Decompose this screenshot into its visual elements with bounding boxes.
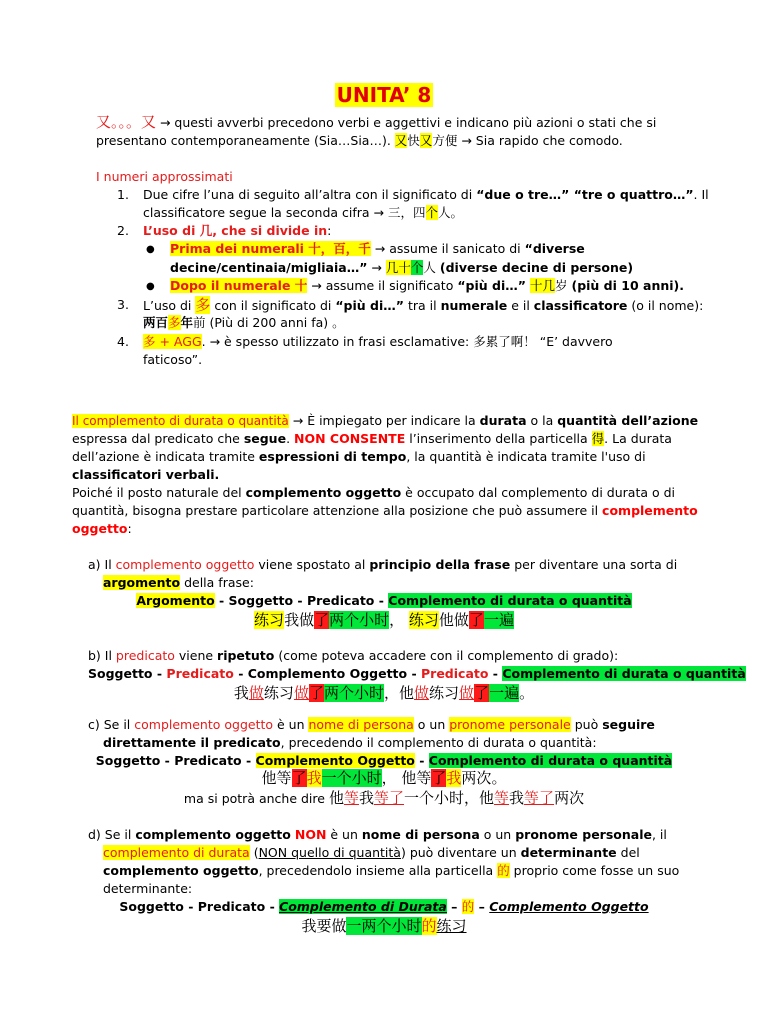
list-item-3-line-2: 两百多年前 (Più di 200 anni fa) 。: [143, 315, 345, 330]
page-title: UNITA’ 8: [336, 83, 432, 107]
bullet-2: Dopo il numerale 十 → assume il significato “più di…” 十几岁 (più di 10 anni).: [170, 278, 684, 293]
case-c-alternative: ma si potrà anche dire 他等我等了一个小时，他等我等了两次: [183, 789, 585, 807]
case-d-line-2: complemento di durata (NON quello di quantità) può diventare un determinante del: [103, 845, 640, 860]
durata-line-7: oggetto:: [72, 521, 132, 536]
case-c-example: 他等了我一个小时， 他等了我两次。: [261, 769, 507, 787]
case-d-line-4: determinante:: [103, 881, 193, 896]
section-heading-approx: I numeri approssimati: [96, 169, 233, 184]
case-d-line-1: d) Se il complemento oggetto NON è un nome di persona o un pronome personale, il: [88, 827, 667, 842]
intro-line-2: presentano contemporaneamente (Sia…Sia…). 又快又方便 → Sia rapido che comodo.: [96, 133, 623, 148]
list-item-3-line-1: L’uso di 多 con il significato di “più di…” tra il numerale e il classificatore (o il nome):: [143, 296, 704, 314]
case-c-formula: Soggetto - Predicato - Complemento Oggetto - Complemento di durata o quantità: [95, 753, 673, 768]
case-c-line-2: direttamente il predicato, precedendo il complemento di durata o quantità:: [103, 735, 597, 750]
list-number: 1.: [117, 187, 129, 202]
case-d-example: 我要做一两个小时的练习: [301, 917, 467, 935]
list-item-1-line-2: classificatore segue la seconda cifra → 三，四个人。: [143, 205, 464, 220]
case-b-example: 我做练习做了两个小时，他做练习做了一遍。: [233, 684, 535, 702]
case-b-line-1: b) Il predicato viene ripetuto (come poteva accadere con il complemento di grado):: [88, 648, 619, 663]
bullet-icon: ●: [146, 244, 155, 255]
case-a-line-2: argomento della frase:: [103, 575, 254, 590]
case-a-formula: Argomento - Soggetto - Predicato - Complemento di durata o quantità: [136, 593, 632, 608]
durata-line-4: classificatori verbali.: [72, 467, 220, 482]
durata-line-6: quantità, bisogna prestare particolare attenzione alla posizione che può assumere il complemento: [72, 503, 698, 518]
durata-line-1: Il complemento di durata o quantità → È impiegato per indicare la durata o la quantità dell’azione: [72, 413, 699, 428]
durata-line-5: Poiché il posto naturale del complemento oggetto è occupato dal complemento di durata o di: [72, 485, 676, 500]
list-number: 3.: [117, 297, 129, 312]
bullet-icon: ●: [146, 281, 155, 292]
list-item-4-line-2: faticoso”.: [143, 352, 203, 367]
intro-line-1: 又。。。又 → questi avverbi precedono verbi e aggettivi e indicano più azioni o stati che si: [96, 113, 657, 131]
list-number: 2.: [117, 223, 129, 238]
durata-line-3: dell’azione è indicata tramite espressioni di tempo, la quantità è indicata tramite l'uso di: [72, 449, 646, 464]
durata-line-2: espressa dal predicato che segue. NON CONSENTE l’inserimento della particella 得. La durata: [72, 431, 672, 446]
list-item-4-line-1: 多 + AGG. → è spesso utilizzato in frasi esclamative: 多累了啊！ “E’ davvero: [143, 334, 613, 349]
bullet-1-line-2: decine/centinaia/migliaia…” → 几十个人 (diverse decine di persone): [170, 260, 634, 275]
case-a-example: 练习我做了两个小时， 练习他做了一遍: [254, 611, 514, 629]
list-item-1-line-1: Due cifre l’una di seguito all’altra con il significato di “due o tre…” “tre o quattro…”. Il: [143, 187, 709, 202]
list-item-2: L’uso di 几, che si divide in:: [143, 223, 332, 238]
case-d-formula: Soggetto - Predicato - Complemento di Durata – 的 – Complemento Oggetto: [119, 899, 649, 914]
case-c-line-1: c) Se il complemento oggetto è un nome di persona o un pronome personale può seguire: [88, 717, 655, 732]
case-b-formula: Soggetto - Predicato - Complemento Oggetto - Predicato - Complemento di durata o quantità: [88, 666, 746, 681]
list-number: 4.: [117, 334, 129, 349]
case-a-line-1: a) Il complemento oggetto viene spostato al principio della frase per diventare una sorta di: [88, 557, 678, 572]
bullet-1-line-1: Prima dei numerali 十，百，千 → assume il sanicato di “diverse: [170, 241, 585, 256]
case-d-line-3: complemento oggetto, precedendolo insieme alla particella 的 proprio come fosse un suo: [103, 863, 680, 878]
